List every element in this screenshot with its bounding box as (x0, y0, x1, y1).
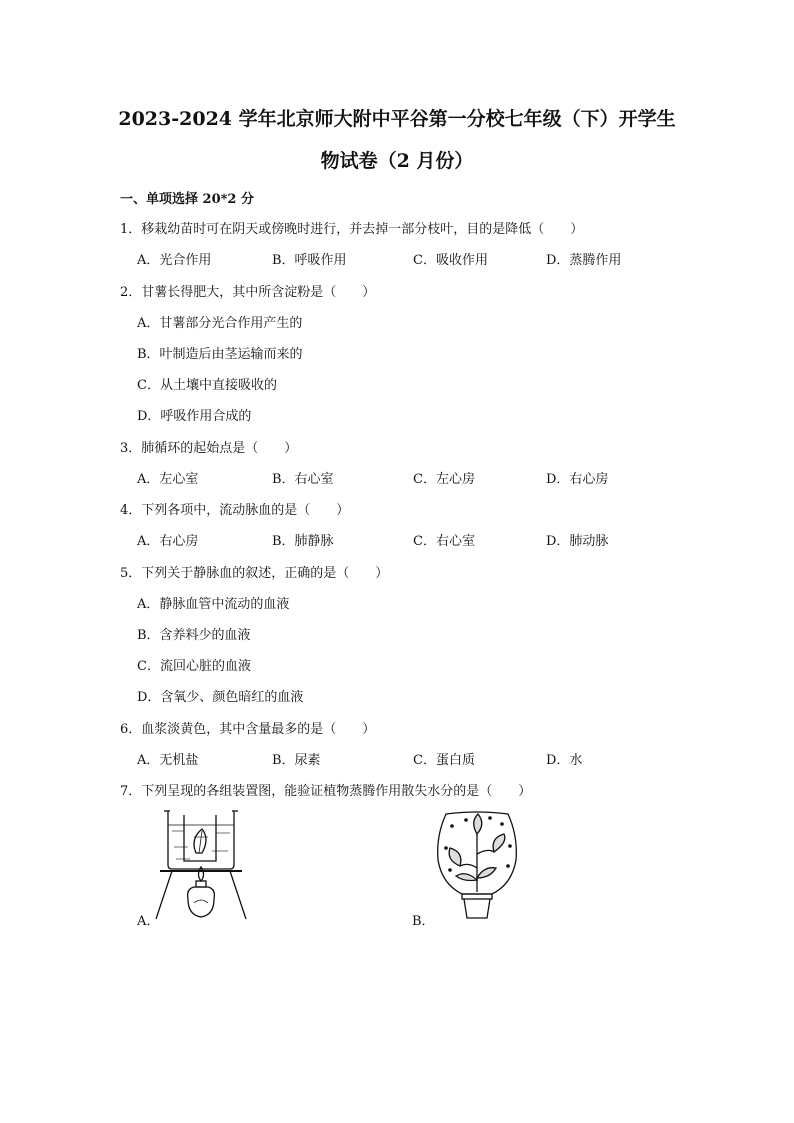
question-6-option-b: B．尿素 (272, 753, 321, 768)
question-5-option-a: A．静脉血管中流动的血液 (137, 597, 290, 612)
question-6-option-a: A．无机盐 (137, 753, 199, 768)
question-6-option-d: D．水 (546, 753, 583, 768)
question-4-option-c: C．右心室 (413, 534, 475, 549)
question-4-option-a: A．右心房 (137, 534, 199, 549)
question-6-stem: 6．血浆淡黄色，其中含量最多的是（ ） (120, 722, 376, 737)
question-1-option-c: C．吸收作用 (413, 253, 488, 268)
question-3-option-b: B．右心室 (272, 472, 334, 487)
question-5-stem: 5．下列关于静脉血的叙述，正确的是（ ） (120, 566, 389, 581)
question-7-option-b: B． (412, 914, 435, 929)
question-4-stem: 4．下列各项中，流动脉血的是（ ） (120, 503, 350, 518)
question-4-option-b: B．肺静脉 (272, 534, 334, 549)
exam-title-line1: 2023-2024 学年北京师大附中平谷第一分校七年级（下）开学生 (118, 108, 676, 130)
question-5-option-d: D．含氧少、颜色暗红的血液 (137, 690, 304, 705)
question-1-stem: 1．移栽幼苗时可在阴天或傍晚时进行，并去掉一部分枝叶，目的是降低（ ） (120, 222, 584, 237)
question-3-option-d: D．右心房 (546, 472, 609, 487)
question-5-option-b: B．含养料少的血液 (137, 628, 251, 643)
section-heading: 一、单项选择 20*2 分 (120, 192, 254, 207)
exam-title-line2: 物试卷（2 月份） (320, 150, 474, 172)
question-7-option-a: A． (137, 914, 160, 929)
question-2-option-b: B．叶制造后由茎运输而来的 (137, 347, 303, 362)
question-1-option-b: B．呼吸作用 (272, 253, 347, 268)
question-6-option-c: C．蛋白质 (413, 753, 475, 768)
question-5-option-c: C．流回心脏的血液 (137, 659, 251, 674)
question-2-option-a: A．甘薯部分光合作用产生的 (137, 316, 303, 331)
plant-in-bag-icon (432, 808, 522, 923)
question-3-option-a: A．左心室 (137, 472, 199, 487)
question-2-stem: 2．甘薯长得肥大，其中所含淀粉是（ ） (120, 285, 376, 300)
beaker-over-burner-icon (150, 803, 250, 923)
question-1-option-a: A．光合作用 (137, 253, 212, 268)
question-1-option-d: D．蒸腾作用 (546, 253, 622, 268)
question-7-stem: 7．下列呈现的各组装置图，能验证植物蒸腾作用散失水分的是（ ） (120, 784, 532, 799)
question-2-option-c: C．从土壤中直接吸收的 (137, 378, 277, 393)
question-4-option-d: D．肺动脉 (546, 534, 609, 549)
question-3-option-c: C．左心房 (413, 472, 475, 487)
question-2-option-d: D．呼吸作用合成的 (137, 409, 252, 424)
question-3-stem: 3．肺循环的起始点是（ ） (120, 441, 298, 456)
